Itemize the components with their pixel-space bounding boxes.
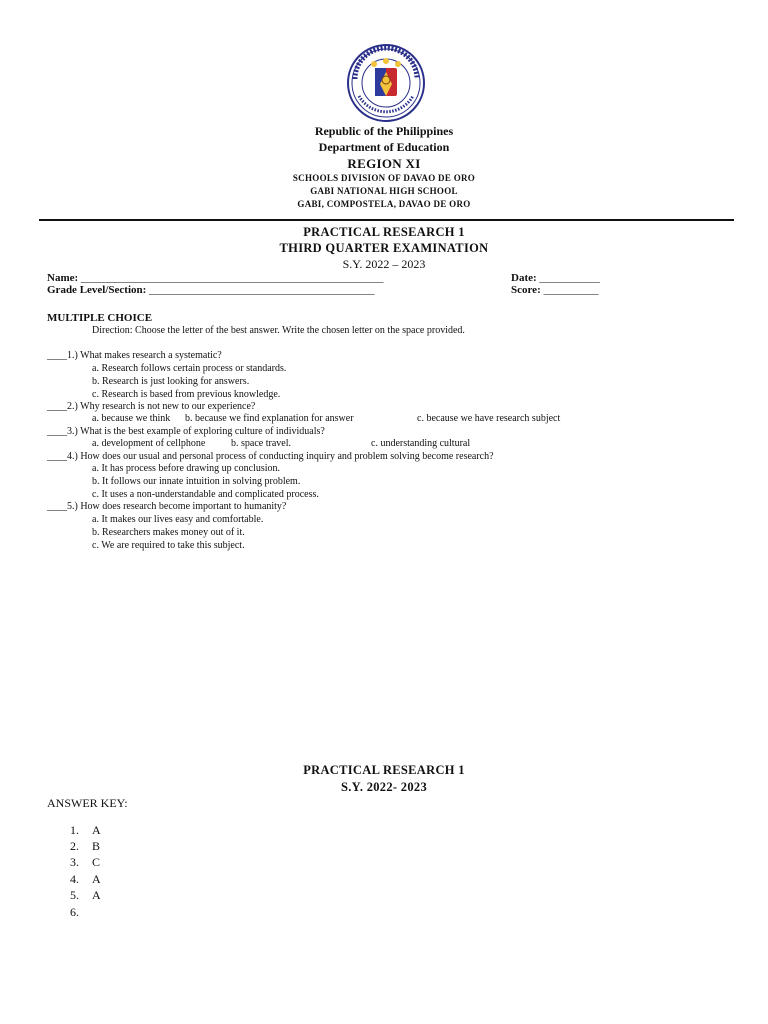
- header-address: GABI, COMPOSTELA, DAVAO DE ORO: [297, 199, 471, 209]
- answer-key-item: [70, 823, 101, 838]
- name-label: Name:: [47, 272, 79, 284]
- question-5-choice-b: b. Researchers makes money out of it.: [92, 527, 245, 538]
- question-3: ____3.) What is the best example of exploring culture of individuals?: [47, 426, 325, 437]
- question-5-choice-c: c. We are required to take this subject.: [92, 540, 245, 551]
- section-title: MULTIPLE CHOICE: [47, 312, 153, 324]
- question-3-choice-c: c. understanding cultural: [371, 438, 471, 449]
- answer-key-item: [70, 872, 101, 887]
- answer-key-answer: A: [92, 823, 101, 837]
- answer-key-number: 1.: [70, 823, 79, 837]
- question-2-choice-b: b. because we find explanation for answer: [185, 413, 354, 424]
- answer-key-number: 5.: [70, 888, 79, 902]
- grade-section-field[interactable]: [47, 284, 375, 296]
- question-2: ____2.) Why research is not new to our experience?: [47, 401, 256, 412]
- grade-label: Grade Level/Section:: [47, 284, 147, 296]
- question-1-choice-c: c. Research is based from previous knowledge.: [92, 389, 281, 400]
- question-5-choice-a: a. It makes our lives easy and comfortable.: [92, 514, 264, 525]
- name-field[interactable]: [47, 272, 383, 284]
- question-2-choice-a: a. because we think: [92, 413, 171, 424]
- answer-key-number: 6.: [70, 905, 79, 919]
- answer-key-item: [70, 839, 100, 854]
- header-school: GABI NATIONAL HIGH SCHOOL: [310, 186, 458, 196]
- score-field[interactable]: [511, 284, 598, 296]
- header-country: Republic of the Philippines: [314, 124, 454, 138]
- answer-key-number: 2.: [70, 839, 79, 853]
- name-line: _______________________________________________________: [80, 272, 384, 284]
- header-region: REGION XI: [347, 156, 421, 171]
- exam-subject: PRACTICAL RESEARCH 1: [303, 225, 465, 239]
- grade-line: _________________________________________: [149, 284, 375, 296]
- exam-title: THIRD QUARTER EXAMINATION: [279, 241, 489, 255]
- header-division: SCHOOLS DIVISION OF DAVAO DE ORO: [292, 173, 476, 183]
- question-1-choice-a: a. Research follows certain process or standards.: [92, 363, 287, 374]
- answer-key-subject: PRACTICAL RESEARCH 1: [303, 763, 465, 777]
- question-5: ____5.) How does research become important to humanity?: [47, 501, 287, 512]
- date-label: Date:: [511, 272, 537, 284]
- answer-key-answer: A: [92, 888, 101, 902]
- answer-key-answer: C: [92, 855, 101, 869]
- answer-key-item: [70, 905, 92, 920]
- question-4: ____4.) How does our usual and personal process of conducting inquiry and problem solving become research?: [47, 451, 494, 462]
- score-label: Score:: [511, 284, 541, 296]
- answer-key-answer: B: [92, 839, 101, 853]
- question-4-choice-b: b. It follows our innate intuition in solving problem.: [92, 476, 301, 487]
- header-divider: [39, 219, 734, 221]
- question-1: ____1.) What makes research a systematic?: [47, 350, 222, 361]
- answer-key-number: 4.: [70, 872, 79, 886]
- question-1-choice-b: b. Research is just looking for answers.: [92, 376, 250, 387]
- answer-key-item: [70, 855, 100, 870]
- answer-key-number: 3.: [70, 855, 79, 869]
- header-department: Department of Education: [318, 140, 450, 154]
- question-4-choice-c: c. It uses a non-understandable and complicated process.: [92, 489, 319, 500]
- direction-text: Direction: Choose the letter of the best answer. Write the chosen letter on the space provided.: [92, 325, 465, 336]
- answer-key-label: ANSWER KEY:: [47, 796, 128, 810]
- question-3-choice-b: b. space travel.: [231, 438, 291, 449]
- answer-key-answer: A: [92, 872, 101, 886]
- question-2-choice-c: c. because we have research subject: [417, 413, 561, 424]
- deped-seal-logo: [347, 44, 425, 122]
- date-field[interactable]: [511, 272, 600, 284]
- question-4-choice-a: a. It has process before drawing up conclusion.: [92, 463, 280, 474]
- exam-school-year: S.Y. 2022 – 2023: [342, 257, 426, 271]
- date-line: ___________: [539, 272, 600, 284]
- answer-key-school-year: S.Y. 2022- 2023: [341, 780, 427, 794]
- answer-key-item: [70, 888, 101, 903]
- score-line: __________: [543, 284, 599, 296]
- question-3-choice-a: a. development of cellphone: [92, 438, 206, 449]
